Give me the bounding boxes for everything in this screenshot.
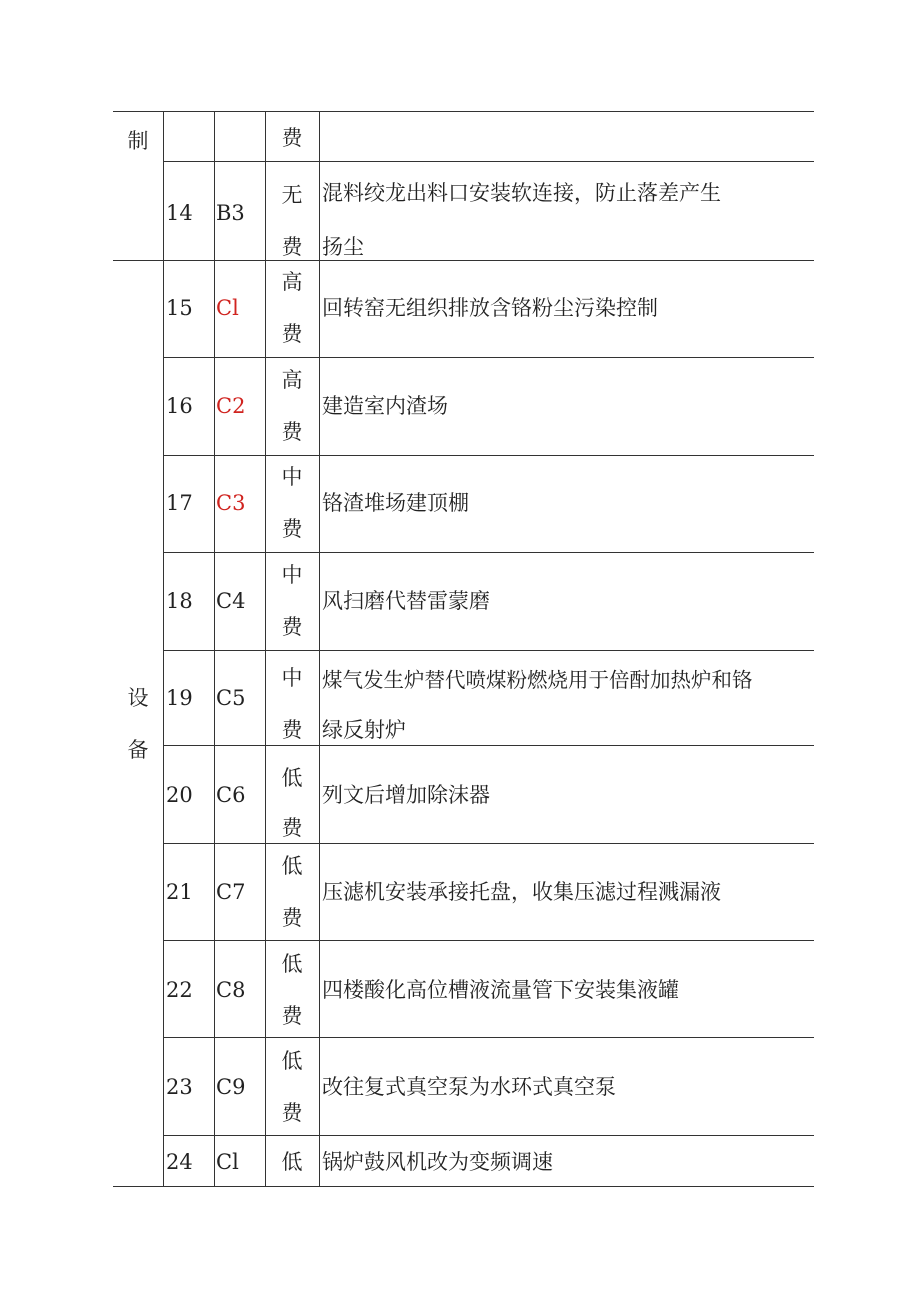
cost-level-char: 高 — [281, 270, 303, 294]
measure-description: 扬尘 — [322, 235, 364, 259]
cost-level-char: 低 — [281, 766, 303, 790]
measure-description: 风扫磨代替雷蒙磨 — [322, 589, 490, 613]
column-divider — [163, 111, 164, 1187]
cost-level-char: 无 — [281, 183, 303, 207]
measure-description: 绿反射炉 — [322, 718, 406, 742]
row-divider — [163, 843, 814, 844]
row-divider — [163, 745, 814, 746]
row-divider — [163, 650, 814, 651]
row-number: 14 — [166, 201, 193, 225]
measure-description: 压滤机安装承接托盘，收集压滤过程溅漏液 — [322, 880, 721, 904]
row-number: 23 — [166, 1075, 193, 1099]
cost-level-char: 费 — [281, 1004, 303, 1028]
section-divider — [113, 260, 814, 261]
measure-code: C3 — [216, 491, 246, 515]
row-number: 16 — [166, 394, 193, 418]
row-divider — [163, 552, 814, 553]
column-divider — [319, 111, 320, 1187]
row-number: 17 — [166, 491, 193, 515]
measure-code: C9 — [216, 1075, 246, 1099]
measure-code: B3 — [216, 201, 245, 225]
measure-code: C2 — [216, 394, 246, 418]
measure-description: 回转窑无组织排放含铬粉尘污染控制 — [322, 296, 658, 320]
measure-description: 建造室内渣场 — [322, 394, 448, 418]
cost-level-char: 费 — [281, 1101, 303, 1125]
cost-level-char: 费 — [281, 126, 303, 150]
measure-code: C5 — [216, 686, 246, 710]
row-number: 22 — [166, 978, 193, 1002]
cost-level-char: 中 — [281, 563, 303, 587]
measure-description: 煤气发生炉替代喷煤粉燃烧用于倍酎加热炉和铬 — [322, 668, 753, 692]
row-divider — [163, 940, 814, 941]
cost-level-char: 低 — [281, 1150, 303, 1174]
measure-description: 铬渣堆场建顶棚 — [322, 491, 469, 515]
cost-level-char: 费 — [281, 517, 303, 541]
category-label-equipment-top: 设 — [127, 686, 149, 710]
row-number: 19 — [166, 686, 193, 710]
table-top-border — [113, 111, 814, 112]
row-divider — [163, 357, 814, 358]
row-divider — [163, 455, 814, 456]
row-divider — [163, 1135, 814, 1136]
cost-level-char: 费 — [281, 322, 303, 346]
measure-description: 列文后增加除沫器 — [322, 783, 490, 807]
cost-level-char: 低 — [281, 854, 303, 878]
measure-code: C8 — [216, 978, 246, 1002]
measure-code: C6 — [216, 783, 246, 807]
cost-level-char: 低 — [281, 952, 303, 976]
cost-level-char: 中 — [281, 666, 303, 690]
measure-code: Cl — [216, 296, 239, 320]
row-number: 15 — [166, 296, 193, 320]
measure-description: 四楼酸化高位槽液流量管下安装集液罐 — [322, 978, 679, 1002]
measure-description: 改往复式真空泵为水环式真空泵 — [322, 1075, 616, 1099]
measure-code: C4 — [216, 589, 246, 613]
table-bottom-border — [113, 1186, 814, 1187]
row-divider — [163, 1037, 814, 1038]
measure-code: C7 — [216, 880, 246, 904]
measure-description: 锅炉鼓风机改为变频调速 — [322, 1150, 553, 1174]
cost-level-char: 费 — [281, 235, 303, 259]
column-divider — [214, 111, 215, 1187]
cost-level-char: 费 — [281, 420, 303, 444]
measure-description: 混料绞龙出料口安装软连接，防止落差产生 — [322, 181, 721, 205]
cost-level-char: 费 — [281, 615, 303, 639]
cost-level-char: 费 — [281, 906, 303, 930]
cost-level-char: 费 — [281, 718, 303, 742]
cost-level-char: 中 — [281, 465, 303, 489]
row-number: 21 — [166, 880, 193, 904]
cost-level-char: 费 — [281, 816, 303, 840]
row-number: 24 — [166, 1150, 193, 1174]
cost-level-char: 高 — [281, 368, 303, 392]
cost-level-char: 低 — [281, 1049, 303, 1073]
row-number: 18 — [166, 589, 193, 613]
measure-code: Cl — [216, 1150, 239, 1174]
row-number: 20 — [166, 783, 193, 807]
category-label-equipment-bottom: 备 — [127, 738, 149, 762]
row-divider — [163, 161, 814, 162]
category-label-control-tail: 制 — [127, 129, 149, 153]
